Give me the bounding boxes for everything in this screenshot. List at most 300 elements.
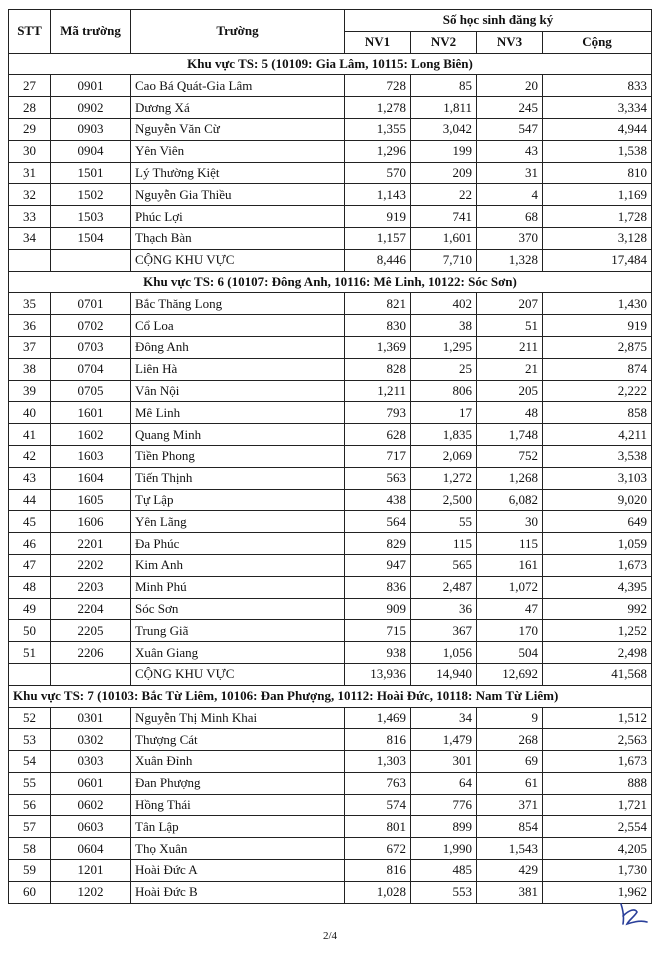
cell-nv3: 61 bbox=[477, 772, 543, 794]
table-row bbox=[9, 227, 652, 249]
cell-nv2: 2,500 bbox=[411, 489, 477, 511]
cell-stt: 54 bbox=[9, 751, 51, 773]
cell-ma-truong: 0701 bbox=[51, 293, 131, 315]
cell-cong: 1,673 bbox=[543, 751, 652, 773]
cell-nv2: 1,056 bbox=[411, 642, 477, 664]
cell-cong: 1,730 bbox=[543, 860, 652, 882]
cell-ma-truong: 0702 bbox=[51, 315, 131, 337]
cell-nv3: 429 bbox=[477, 860, 543, 882]
cell-cong: 2,563 bbox=[543, 729, 652, 751]
cell-nv3: 170 bbox=[477, 620, 543, 642]
cell-nv3: 1,072 bbox=[477, 576, 543, 598]
cell-ma-truong: 1601 bbox=[51, 402, 131, 424]
header-row-1 bbox=[9, 10, 652, 32]
cell-nv2: 2,487 bbox=[411, 576, 477, 598]
total-label: CỘNG KHU VỰC bbox=[131, 249, 345, 271]
table-row bbox=[9, 794, 652, 816]
cell-cong: 3,538 bbox=[543, 445, 652, 467]
cell-school-name: Bắc Thăng Long bbox=[131, 293, 345, 315]
cell-nv3: 31 bbox=[477, 162, 543, 184]
cell-nv3: 43 bbox=[477, 140, 543, 162]
cell-cong: 919 bbox=[543, 315, 652, 337]
cell-school-name: Dương Xá bbox=[131, 97, 345, 119]
table-row bbox=[9, 598, 652, 620]
cell-nv2: 485 bbox=[411, 860, 477, 882]
cell-cong: 2,875 bbox=[543, 336, 652, 358]
cell-ma-truong: 1605 bbox=[51, 489, 131, 511]
cell-stt: 31 bbox=[9, 162, 51, 184]
cell-school-name: Hồng Thái bbox=[131, 794, 345, 816]
cell-nv3: 211 bbox=[477, 336, 543, 358]
total-label: CỘNG KHU VỰC bbox=[131, 663, 345, 685]
cell-cong: 833 bbox=[543, 75, 652, 97]
cell-nv1: 574 bbox=[345, 794, 411, 816]
cell-ma-truong: 0904 bbox=[51, 140, 131, 162]
cell-stt: 46 bbox=[9, 533, 51, 555]
cell-cong: 649 bbox=[543, 511, 652, 533]
cell-ma-truong: 0602 bbox=[51, 794, 131, 816]
table-row bbox=[9, 576, 652, 598]
cell-nv2: 34 bbox=[411, 707, 477, 729]
cell-stt: 36 bbox=[9, 315, 51, 337]
cell-nv2: 1,272 bbox=[411, 467, 477, 489]
region-title: Khu vực TS: 6 (10107: Đông Anh, 10116: Mê Linh, 10122: Sóc Sơn) bbox=[9, 271, 652, 293]
table-row bbox=[9, 860, 652, 882]
cell-nv2: 1,990 bbox=[411, 838, 477, 860]
cell-nv1: 672 bbox=[345, 838, 411, 860]
cell-nv2: 1,479 bbox=[411, 729, 477, 751]
cell-ma-truong: 1202 bbox=[51, 881, 131, 903]
page-number: 2/4 bbox=[322, 930, 338, 942]
cell-nv1: 763 bbox=[345, 772, 411, 794]
header-nv1: NV1 bbox=[345, 31, 411, 53]
table-row bbox=[9, 729, 652, 751]
cell-nv1: 919 bbox=[345, 206, 411, 228]
table-row bbox=[9, 358, 652, 380]
cell-nv2: 1,811 bbox=[411, 97, 477, 119]
cell-empty bbox=[51, 663, 131, 685]
cell-school-name: Cao Bá Quát-Gia Lâm bbox=[131, 75, 345, 97]
cell-nv1: 1,143 bbox=[345, 184, 411, 206]
cell-nv3: 9 bbox=[477, 707, 543, 729]
cell-school-name: Đa Phúc bbox=[131, 533, 345, 555]
cell-stt: 28 bbox=[9, 97, 51, 119]
cell-cong: 874 bbox=[543, 358, 652, 380]
cell-stt: 42 bbox=[9, 445, 51, 467]
cell-nv2: 1,295 bbox=[411, 336, 477, 358]
cell-nv3: 245 bbox=[477, 97, 543, 119]
table-row bbox=[9, 293, 652, 315]
total-row bbox=[9, 249, 652, 271]
total-nv2: 14,940 bbox=[411, 663, 477, 685]
cell-cong: 858 bbox=[543, 402, 652, 424]
cell-ma-truong: 1503 bbox=[51, 206, 131, 228]
cell-ma-truong: 2204 bbox=[51, 598, 131, 620]
cell-cong: 2,554 bbox=[543, 816, 652, 838]
cell-nv1: 438 bbox=[345, 489, 411, 511]
cell-nv1: 801 bbox=[345, 816, 411, 838]
table-row bbox=[9, 467, 652, 489]
table-row bbox=[9, 881, 652, 903]
cell-school-name: Tự Lập bbox=[131, 489, 345, 511]
cell-stt: 49 bbox=[9, 598, 51, 620]
cell-nv3: 20 bbox=[477, 75, 543, 97]
table-row bbox=[9, 140, 652, 162]
cell-nv2: 301 bbox=[411, 751, 477, 773]
cell-school-name: Đông Anh bbox=[131, 336, 345, 358]
cell-nv3: 1,543 bbox=[477, 838, 543, 860]
cell-nv1: 836 bbox=[345, 576, 411, 598]
cell-nv2: 25 bbox=[411, 358, 477, 380]
cell-cong: 2,498 bbox=[543, 642, 652, 664]
cell-nv1: 1,369 bbox=[345, 336, 411, 358]
cell-school-name: Nguyễn Văn Cừ bbox=[131, 118, 345, 140]
cell-nv1: 828 bbox=[345, 358, 411, 380]
table-row bbox=[9, 75, 652, 97]
cell-nv3: 504 bbox=[477, 642, 543, 664]
cell-stt: 30 bbox=[9, 140, 51, 162]
table-row bbox=[9, 838, 652, 860]
cell-school-name: Vân Nội bbox=[131, 380, 345, 402]
cell-nv2: 1,601 bbox=[411, 227, 477, 249]
table-row bbox=[9, 772, 652, 794]
cell-stt: 29 bbox=[9, 118, 51, 140]
cell-ma-truong: 2203 bbox=[51, 576, 131, 598]
cell-nv2: 741 bbox=[411, 206, 477, 228]
header-stt: STT bbox=[9, 10, 51, 54]
cell-nv1: 1,355 bbox=[345, 118, 411, 140]
region-header-row bbox=[9, 685, 652, 707]
header-group: Số học sinh đăng ký bbox=[345, 10, 652, 32]
cell-stt: 60 bbox=[9, 881, 51, 903]
cell-school-name: Mê Linh bbox=[131, 402, 345, 424]
cell-cong: 1,512 bbox=[543, 707, 652, 729]
cell-cong: 3,103 bbox=[543, 467, 652, 489]
total-nv2: 7,710 bbox=[411, 249, 477, 271]
cell-stt: 47 bbox=[9, 554, 51, 576]
cell-nv3: 161 bbox=[477, 554, 543, 576]
table-row bbox=[9, 816, 652, 838]
total-row bbox=[9, 663, 652, 685]
cell-ma-truong: 2205 bbox=[51, 620, 131, 642]
cell-nv1: 728 bbox=[345, 75, 411, 97]
cell-nv3: 371 bbox=[477, 794, 543, 816]
cell-nv3: 381 bbox=[477, 881, 543, 903]
cell-nv1: 816 bbox=[345, 860, 411, 882]
cell-cong: 3,334 bbox=[543, 97, 652, 119]
cell-nv1: 1,296 bbox=[345, 140, 411, 162]
cell-nv3: 4 bbox=[477, 184, 543, 206]
cell-ma-truong: 2201 bbox=[51, 533, 131, 555]
table-row bbox=[9, 642, 652, 664]
cell-school-name: Liên Hà bbox=[131, 358, 345, 380]
cell-nv3: 115 bbox=[477, 533, 543, 555]
cell-school-name: Minh Phú bbox=[131, 576, 345, 598]
cell-nv1: 947 bbox=[345, 554, 411, 576]
cell-stt: 38 bbox=[9, 358, 51, 380]
cell-cong: 1,169 bbox=[543, 184, 652, 206]
cell-empty bbox=[9, 663, 51, 685]
cell-school-name: Tân Lập bbox=[131, 816, 345, 838]
table-row bbox=[9, 336, 652, 358]
cell-ma-truong: 0303 bbox=[51, 751, 131, 773]
cell-stt: 58 bbox=[9, 838, 51, 860]
cell-nv1: 938 bbox=[345, 642, 411, 664]
cell-ma-truong: 0603 bbox=[51, 816, 131, 838]
cell-school-name: Phúc Lợi bbox=[131, 206, 345, 228]
cell-nv3: 854 bbox=[477, 816, 543, 838]
cell-ma-truong: 0901 bbox=[51, 75, 131, 97]
cell-school-name: Nguyễn Thị Minh Khai bbox=[131, 707, 345, 729]
cell-stt: 55 bbox=[9, 772, 51, 794]
header-nv2: NV2 bbox=[411, 31, 477, 53]
cell-ma-truong: 1201 bbox=[51, 860, 131, 882]
cell-ma-truong: 2206 bbox=[51, 642, 131, 664]
cell-cong: 9,020 bbox=[543, 489, 652, 511]
cell-cong: 4,944 bbox=[543, 118, 652, 140]
cell-cong: 1,430 bbox=[543, 293, 652, 315]
cell-cong: 810 bbox=[543, 162, 652, 184]
cell-ma-truong: 1606 bbox=[51, 511, 131, 533]
cell-nv1: 570 bbox=[345, 162, 411, 184]
cell-stt: 41 bbox=[9, 424, 51, 446]
total-nv3: 1,328 bbox=[477, 249, 543, 271]
cell-stt: 27 bbox=[9, 75, 51, 97]
cell-ma-truong: 0705 bbox=[51, 380, 131, 402]
table-row bbox=[9, 206, 652, 228]
cell-cong: 1,538 bbox=[543, 140, 652, 162]
cell-nv1: 1,303 bbox=[345, 751, 411, 773]
cell-ma-truong: 1604 bbox=[51, 467, 131, 489]
cell-nv3: 68 bbox=[477, 206, 543, 228]
cell-nv3: 30 bbox=[477, 511, 543, 533]
cell-nv3: 205 bbox=[477, 380, 543, 402]
cell-stt: 39 bbox=[9, 380, 51, 402]
cell-ma-truong: 0902 bbox=[51, 97, 131, 119]
cell-nv3: 47 bbox=[477, 598, 543, 620]
cell-nv2: 64 bbox=[411, 772, 477, 794]
region-header-row bbox=[9, 53, 652, 75]
table-row bbox=[9, 184, 652, 206]
cell-stt: 44 bbox=[9, 489, 51, 511]
cell-stt: 57 bbox=[9, 816, 51, 838]
cell-cong: 1,059 bbox=[543, 533, 652, 555]
cell-school-name: Sóc Sơn bbox=[131, 598, 345, 620]
cell-nv3: 370 bbox=[477, 227, 543, 249]
cell-cong: 1,728 bbox=[543, 206, 652, 228]
cell-nv2: 1,835 bbox=[411, 424, 477, 446]
total-cong: 41,568 bbox=[543, 663, 652, 685]
cell-nv2: 3,042 bbox=[411, 118, 477, 140]
cell-stt: 53 bbox=[9, 729, 51, 751]
total-nv1: 8,446 bbox=[345, 249, 411, 271]
cell-ma-truong: 2202 bbox=[51, 554, 131, 576]
cell-school-name: Trung Giã bbox=[131, 620, 345, 642]
cell-school-name: Thượng Cát bbox=[131, 729, 345, 751]
cell-school-name: Xuân Giang bbox=[131, 642, 345, 664]
cell-nv2: 199 bbox=[411, 140, 477, 162]
table-row bbox=[9, 620, 652, 642]
enrollment-table bbox=[8, 9, 652, 904]
header-truong: Trường bbox=[131, 10, 345, 54]
cell-nv1: 1,469 bbox=[345, 707, 411, 729]
cell-nv1: 1,278 bbox=[345, 97, 411, 119]
table-row bbox=[9, 118, 652, 140]
cell-nv2: 36 bbox=[411, 598, 477, 620]
header-nv3: NV3 bbox=[477, 31, 543, 53]
cell-school-name: Thọ Xuân bbox=[131, 838, 345, 860]
cell-school-name: Thạch Bàn bbox=[131, 227, 345, 249]
cell-nv1: 563 bbox=[345, 467, 411, 489]
cell-school-name: Tiến Thịnh bbox=[131, 467, 345, 489]
cell-nv2: 553 bbox=[411, 881, 477, 903]
cell-nv1: 816 bbox=[345, 729, 411, 751]
table-row bbox=[9, 707, 652, 729]
cell-cong: 4,395 bbox=[543, 576, 652, 598]
cell-school-name: Quang Minh bbox=[131, 424, 345, 446]
cell-stt: 40 bbox=[9, 402, 51, 424]
cell-nv2: 55 bbox=[411, 511, 477, 533]
cell-stt: 51 bbox=[9, 642, 51, 664]
cell-ma-truong: 0301 bbox=[51, 707, 131, 729]
cell-nv2: 565 bbox=[411, 554, 477, 576]
cell-nv2: 806 bbox=[411, 380, 477, 402]
region-title: Khu vực TS: 7 (10103: Bắc Từ Liêm, 10106: Đan Phượng, 10112: Hoài Đức, 10118: Nam Từ Liêm) bbox=[9, 685, 652, 707]
cell-ma-truong: 0704 bbox=[51, 358, 131, 380]
table-row bbox=[9, 751, 652, 773]
header-cong: Cộng bbox=[543, 31, 652, 53]
cell-ma-truong: 1603 bbox=[51, 445, 131, 467]
cell-cong: 1,962 bbox=[543, 881, 652, 903]
cell-school-name: Hoài Đức B bbox=[131, 881, 345, 903]
cell-stt: 35 bbox=[9, 293, 51, 315]
table-row bbox=[9, 445, 652, 467]
table-row bbox=[9, 424, 652, 446]
cell-nv1: 909 bbox=[345, 598, 411, 620]
cell-school-name: Tiền Phong bbox=[131, 445, 345, 467]
cell-nv3: 48 bbox=[477, 402, 543, 424]
table-row bbox=[9, 489, 652, 511]
cell-nv1: 564 bbox=[345, 511, 411, 533]
cell-nv1: 715 bbox=[345, 620, 411, 642]
table-row bbox=[9, 533, 652, 555]
cell-school-name: Xuân Đỉnh bbox=[131, 751, 345, 773]
cell-nv3: 1,748 bbox=[477, 424, 543, 446]
cell-cong: 4,211 bbox=[543, 424, 652, 446]
cell-stt: 34 bbox=[9, 227, 51, 249]
table-row bbox=[9, 511, 652, 533]
header-ma-truong: Mã trường bbox=[51, 10, 131, 54]
cell-nv2: 85 bbox=[411, 75, 477, 97]
cell-nv2: 22 bbox=[411, 184, 477, 206]
table-row bbox=[9, 402, 652, 424]
cell-nv2: 899 bbox=[411, 816, 477, 838]
signature-mark bbox=[615, 900, 651, 928]
total-nv3: 12,692 bbox=[477, 663, 543, 685]
cell-stt: 56 bbox=[9, 794, 51, 816]
cell-ma-truong: 0903 bbox=[51, 118, 131, 140]
cell-nv3: 268 bbox=[477, 729, 543, 751]
cell-ma-truong: 1602 bbox=[51, 424, 131, 446]
cell-empty bbox=[51, 249, 131, 271]
cell-stt: 32 bbox=[9, 184, 51, 206]
cell-nv2: 38 bbox=[411, 315, 477, 337]
cell-cong: 888 bbox=[543, 772, 652, 794]
cell-stt: 43 bbox=[9, 467, 51, 489]
table-row bbox=[9, 380, 652, 402]
cell-ma-truong: 0601 bbox=[51, 772, 131, 794]
cell-school-name: Hoài Đức A bbox=[131, 860, 345, 882]
cell-nv1: 830 bbox=[345, 315, 411, 337]
cell-nv1: 793 bbox=[345, 402, 411, 424]
cell-stt: 45 bbox=[9, 511, 51, 533]
cell-nv2: 367 bbox=[411, 620, 477, 642]
cell-cong: 1,673 bbox=[543, 554, 652, 576]
cell-ma-truong: 0604 bbox=[51, 838, 131, 860]
cell-school-name: Cổ Loa bbox=[131, 315, 345, 337]
cell-stt: 50 bbox=[9, 620, 51, 642]
cell-school-name: Kim Anh bbox=[131, 554, 345, 576]
cell-nv2: 115 bbox=[411, 533, 477, 555]
cell-cong: 3,128 bbox=[543, 227, 652, 249]
cell-nv3: 547 bbox=[477, 118, 543, 140]
cell-ma-truong: 0703 bbox=[51, 336, 131, 358]
cell-nv3: 69 bbox=[477, 751, 543, 773]
table-row bbox=[9, 162, 652, 184]
cell-school-name: Lý Thường Kiệt bbox=[131, 162, 345, 184]
cell-nv2: 2,069 bbox=[411, 445, 477, 467]
total-cong: 17,484 bbox=[543, 249, 652, 271]
cell-school-name: Yên Viên bbox=[131, 140, 345, 162]
cell-nv3: 51 bbox=[477, 315, 543, 337]
cell-nv2: 776 bbox=[411, 794, 477, 816]
cell-nv1: 717 bbox=[345, 445, 411, 467]
cell-nv1: 1,211 bbox=[345, 380, 411, 402]
total-nv1: 13,936 bbox=[345, 663, 411, 685]
cell-nv3: 6,082 bbox=[477, 489, 543, 511]
cell-ma-truong: 1502 bbox=[51, 184, 131, 206]
cell-nv1: 1,028 bbox=[345, 881, 411, 903]
cell-stt: 37 bbox=[9, 336, 51, 358]
cell-cong: 4,205 bbox=[543, 838, 652, 860]
cell-cong: 2,222 bbox=[543, 380, 652, 402]
cell-nv1: 829 bbox=[345, 533, 411, 555]
cell-nv3: 752 bbox=[477, 445, 543, 467]
cell-ma-truong: 1501 bbox=[51, 162, 131, 184]
cell-stt: 33 bbox=[9, 206, 51, 228]
cell-nv3: 1,268 bbox=[477, 467, 543, 489]
cell-school-name: Nguyễn Gia Thiều bbox=[131, 184, 345, 206]
cell-nv2: 17 bbox=[411, 402, 477, 424]
region-title: Khu vực TS: 5 (10109: Gia Lâm, 10115: Long Biên) bbox=[9, 53, 652, 75]
table-row bbox=[9, 97, 652, 119]
cell-cong: 1,721 bbox=[543, 794, 652, 816]
cell-stt: 48 bbox=[9, 576, 51, 598]
cell-nv2: 402 bbox=[411, 293, 477, 315]
cell-nv3: 21 bbox=[477, 358, 543, 380]
table-row bbox=[9, 554, 652, 576]
cell-empty bbox=[9, 249, 51, 271]
cell-stt: 52 bbox=[9, 707, 51, 729]
cell-cong: 992 bbox=[543, 598, 652, 620]
cell-nv2: 209 bbox=[411, 162, 477, 184]
cell-school-name: Yên Lãng bbox=[131, 511, 345, 533]
cell-ma-truong: 0302 bbox=[51, 729, 131, 751]
cell-stt: 59 bbox=[9, 860, 51, 882]
cell-cong: 1,252 bbox=[543, 620, 652, 642]
cell-ma-truong: 1504 bbox=[51, 227, 131, 249]
cell-nv1: 628 bbox=[345, 424, 411, 446]
